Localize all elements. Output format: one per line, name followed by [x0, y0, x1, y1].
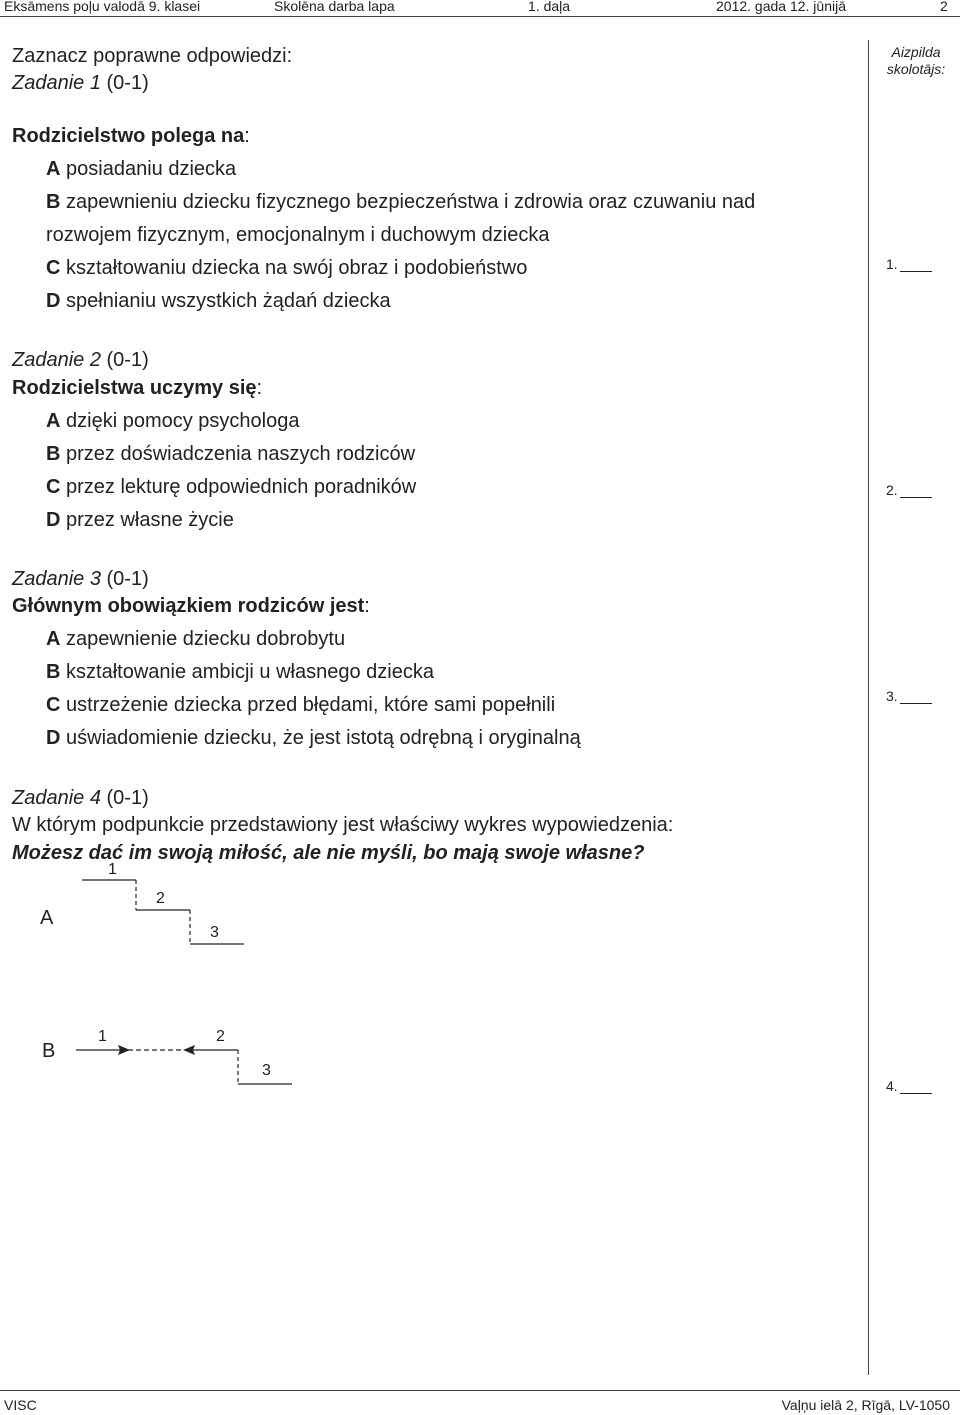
- header-sheet: Skolēna darba lapa: [274, 0, 395, 14]
- task-2-question: Rodzicielstwa uczymy się:: [12, 377, 263, 399]
- task-1-title: Zadanie 1 (0-1): [12, 72, 149, 94]
- task-1-option-a[interactable]: A posiadaniu dziecka: [46, 158, 237, 180]
- task-4-score-field[interactable]: 4.: [886, 1078, 932, 1094]
- header-exam: Eksāmens poļu valodā 9. klasei: [4, 0, 201, 14]
- task-3-question: Głównym obowiązkiem rodziców jest:: [12, 595, 370, 617]
- task-2-option-b[interactable]: B przez doświadczenia naszych rodziców: [46, 443, 416, 465]
- task-3-title: Zadanie 3 (0-1): [12, 568, 149, 590]
- task-2-score-field[interactable]: 2.: [886, 482, 932, 498]
- task-1-score-field[interactable]: 1.: [886, 256, 932, 272]
- task-1-option-c[interactable]: C kształtowaniu dziecka na swój obraz i podobieństwo: [46, 257, 528, 279]
- task-4-title: Zadanie 4 (0-1): [12, 787, 149, 809]
- task-3-option-c[interactable]: C ustrzeżenie dziecka przed błędami, które sami popełnili: [46, 694, 556, 716]
- page-footer: [0, 1390, 960, 1413]
- examiner-label: Aizpilda skolotājs:: [886, 44, 946, 77]
- task-2-option-d[interactable]: D przez własne życie: [46, 509, 234, 531]
- task-1-question: Rodzicielstwo polega na:: [12, 125, 250, 147]
- diagram-a-label-1: 1: [108, 861, 117, 878]
- page-header: [0, 0, 960, 17]
- examiner-column-divider: [868, 40, 869, 1375]
- arrow-left-icon: [183, 1045, 195, 1055]
- instruction: Zaznacz poprawne odpowiedzi:: [12, 45, 293, 67]
- diagram-b-label-3: 3: [262, 1062, 271, 1079]
- header-page-number: 2: [940, 0, 948, 14]
- task-3-option-a[interactable]: A zapewnienie dziecku dobrobytu: [46, 628, 346, 650]
- task-2-option-a[interactable]: A dzięki pomocy psychologa: [46, 410, 300, 432]
- diagram-a-label-2: 2: [156, 890, 165, 907]
- diagram-b-label-1: 1: [98, 1028, 107, 1045]
- task-4-option-b-letter[interactable]: B: [42, 1040, 56, 1062]
- header-date: 2012. gada 12. jūnijā: [716, 0, 846, 14]
- task-3-option-b[interactable]: B kształtowanie ambicji u własnego dziecka: [46, 661, 434, 683]
- task-2-title: Zadanie 2 (0-1): [12, 349, 149, 371]
- task-3-option-d[interactable]: D uświadomienie dziecku, że jest istotą odrębną i oryginalną: [46, 727, 581, 749]
- task-2-option-c[interactable]: C przez lekturę odpowiednich poradników: [46, 476, 417, 498]
- task-3-score-field[interactable]: 3.: [886, 688, 932, 704]
- task-1-option-d[interactable]: D spełnianiu wszystkich żądań dziecka: [46, 290, 391, 312]
- task-1-option-b[interactable]: B zapewnieniu dziecku fizycznego bezpieczeństwa i zdrowia oraz czuwaniu nad: [46, 191, 756, 213]
- arrow-right-icon: [118, 1045, 130, 1055]
- task-4-quote: Możesz dać im swoją miłość, ale nie myśli, bo mają swoje własne?: [12, 842, 645, 864]
- footer-left: VISC: [4, 1397, 37, 1413]
- task-4-question: W którym podpunkcie przedstawiony jest właściwy wykres wypowiedzenia:: [12, 814, 674, 836]
- header-part: 1. daļa: [528, 0, 571, 14]
- task-1-option-b-continued: rozwojem fizycznym, emocjonalnym i duchowym dziecka: [46, 224, 550, 246]
- diagram-a-label-3: 3: [210, 924, 219, 941]
- task-4-option-a-letter[interactable]: A: [40, 907, 54, 929]
- diagram-b-label-2: 2: [216, 1028, 225, 1045]
- footer-address: Vaļņu ielā 2, Rīgā, LV-1050: [781, 1397, 950, 1413]
- diagram-b: [76, 1050, 292, 1084]
